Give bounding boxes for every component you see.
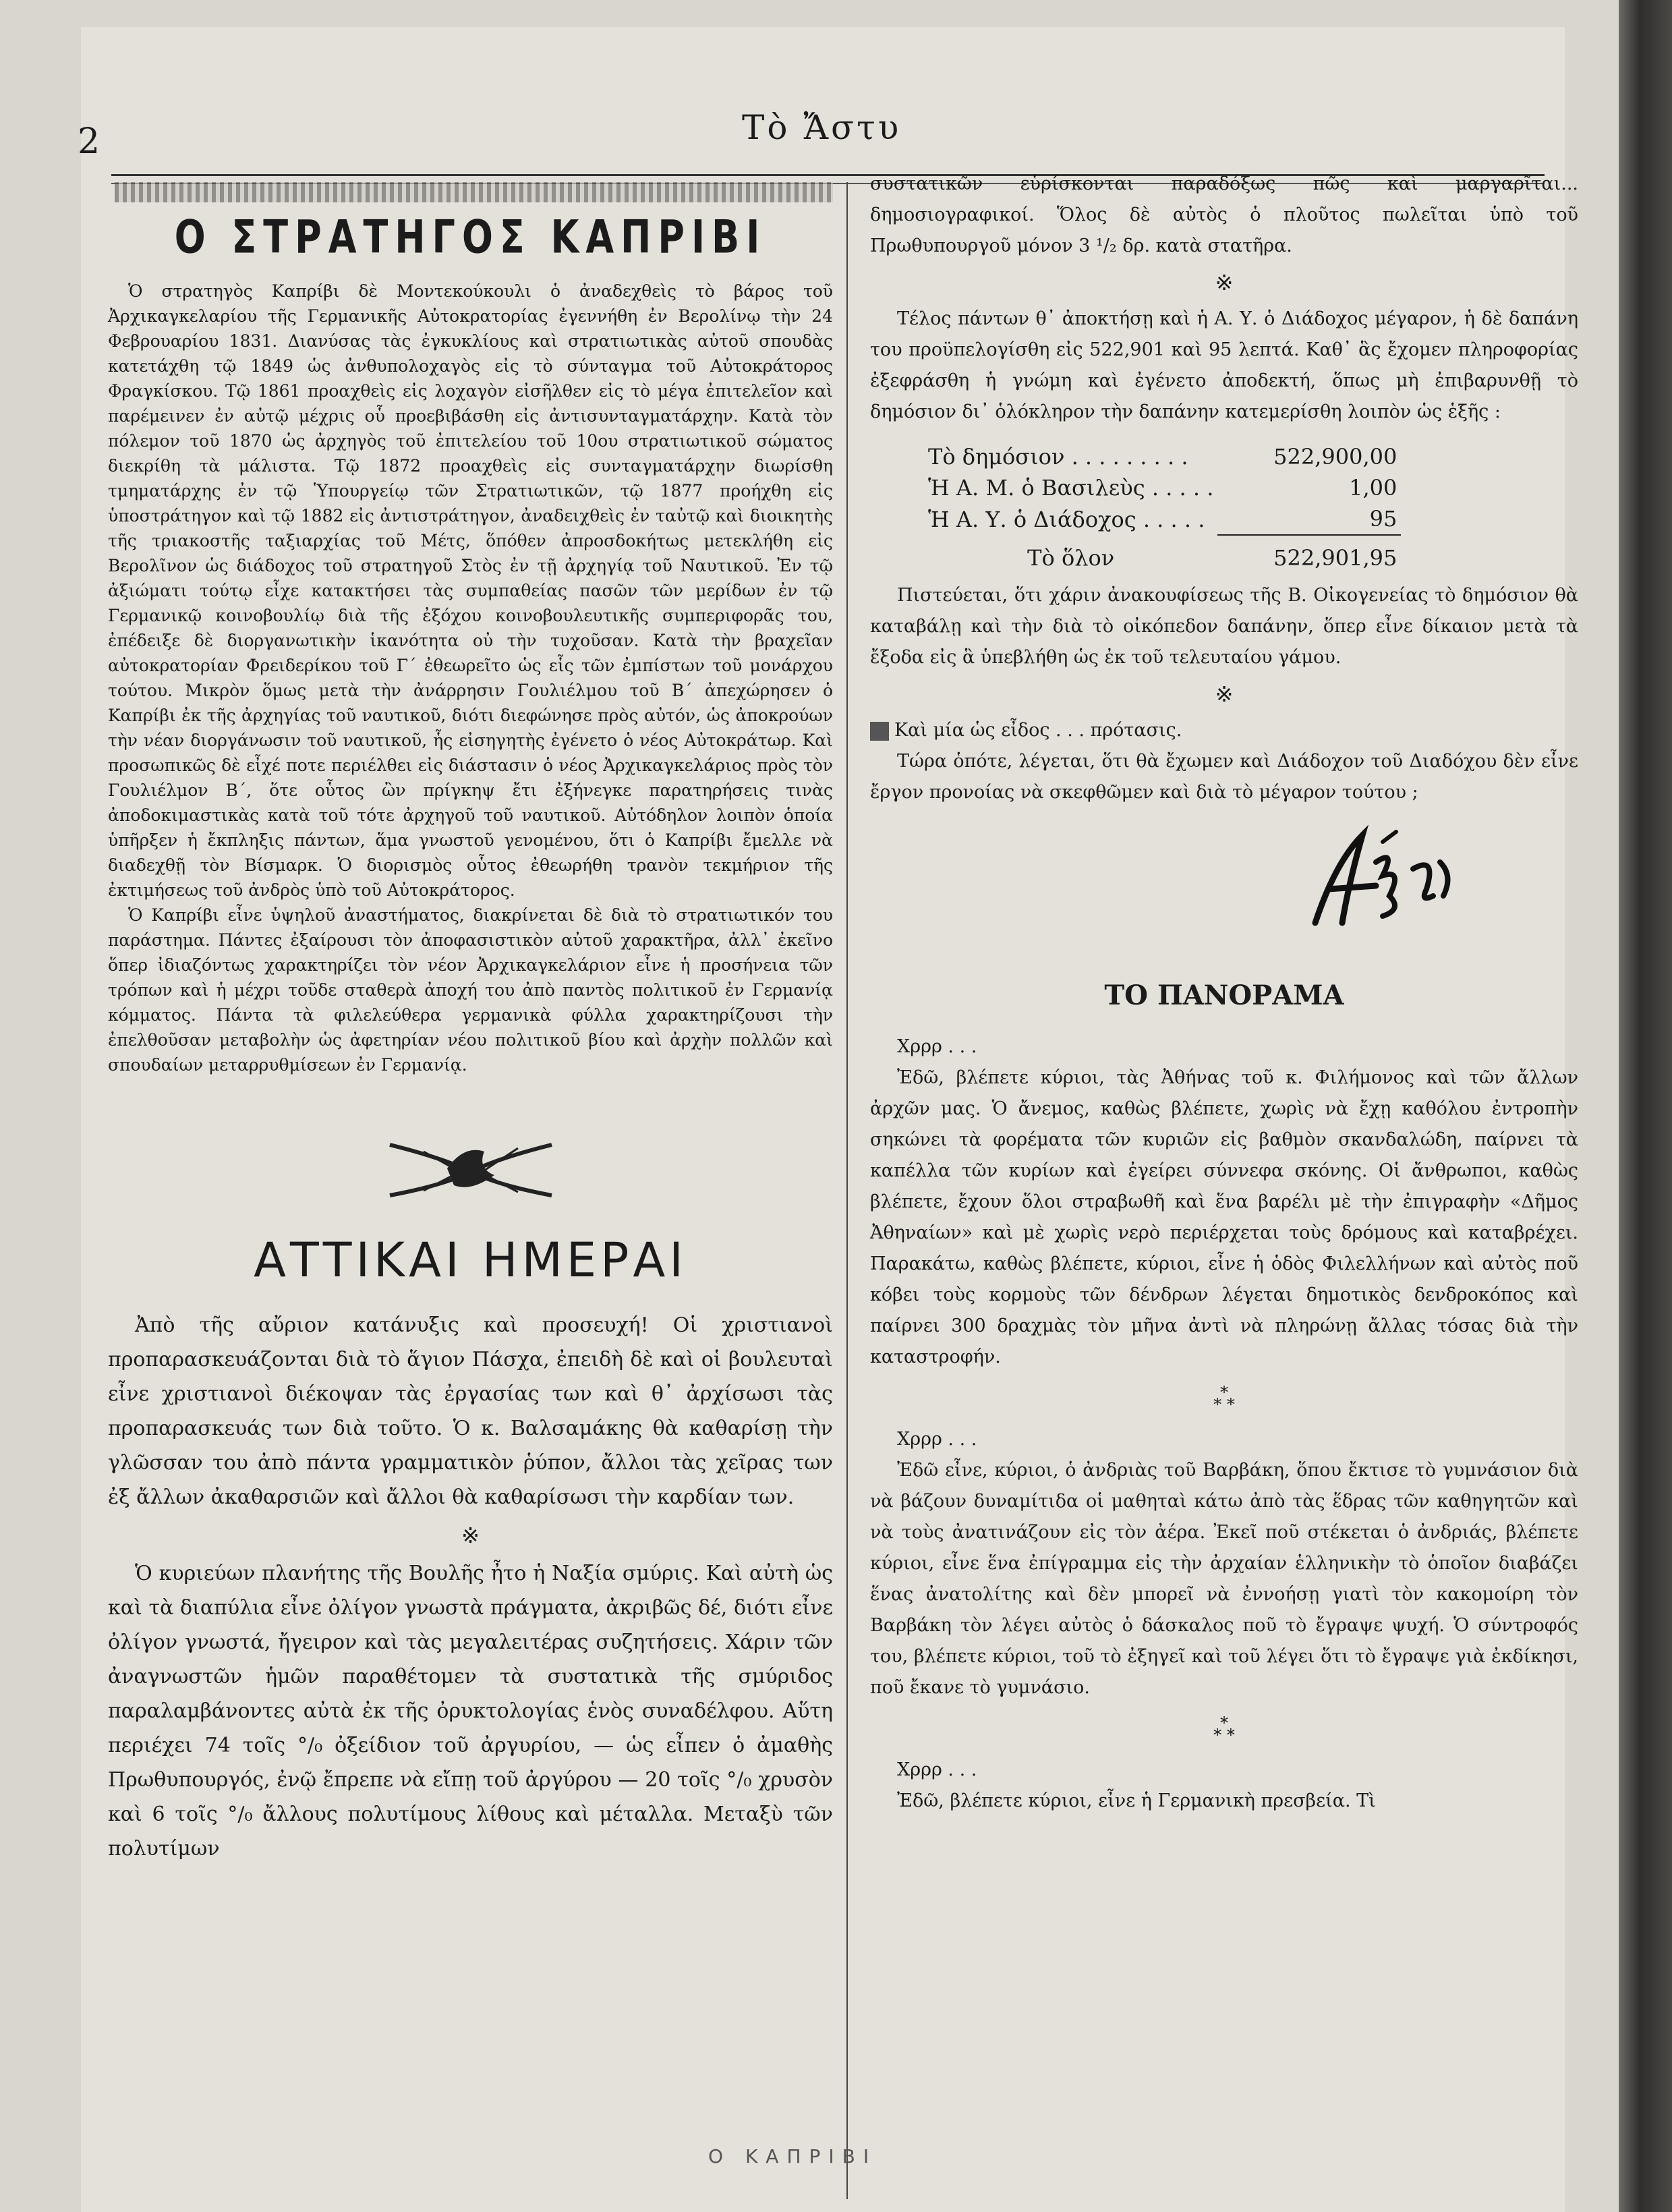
stars-ornament xyxy=(870,1713,1578,1745)
table-row xyxy=(924,472,1401,503)
panorama-cry: Χρρρ . . . xyxy=(897,1429,977,1450)
right-paragraph-2: Τέλος πάντων θ᾽ ἀποκτήσῃ καὶ ἡ Α. Υ. ὁ Διάδοχος μέγαρον, ἡ δὲ δαπάνη του προϋπελογίσθη εἰς 522,901 καὶ 95 λεπτά. Καθ᾽ ἃς ἔχομεν πληροφορίας ἐξεφράσθη ἡ γνώμη καὶ ἐγένετο ἀποδεκτή, ὅπως μὴ ἐπιβαρυνθῇ τὸ δημόσιον δι᾽ ὁλόκληρον τὴν δαπάνην κατεμερίσθη λοιπὸν ὡς ἑξῆς : xyxy=(870,308,1578,422)
quill-ornament-icon xyxy=(108,1131,833,1206)
expense-amount: 522,900,00 xyxy=(1273,444,1397,470)
asterism-icon: ※ xyxy=(1215,681,1234,707)
asterism-icon: ※ xyxy=(1215,270,1234,295)
panorama-paragraph-1: Ἐδῶ, βλέπετε κύριοι, τὰς Ἀθήνας τοῦ κ. Φιλήμονος καὶ τῶν ἄλλων ἀρχῶν μας. Ὁ ἄνεμος, καθὼς βλέπετε, χωρὶς νὰ ἔχῃ καθόλου ἐντροπὴν σηκώνει τὰ φορέματα τῶν κυριῶν εἰς βαθμὸν σκανδαλώδη, παίρνει τὰ καπέλλα τῶν κυρίων καὶ ἐγείρει σύννεφα σκόνης. Οἱ ἄνθρωποι, καθὼς βλέπετε, ἔχουν ὅλοι στραβωθῆ καὶ ἕνα βαρέλι μὲ τὴν ἐπιγραφὴν «Δῆμος Ἀθηναίων» καὶ μὲ χωρὶς νερὸ περιέρχεται τοὺς δρόμους καὶ καταβρέχει. Παρακάτω, καθὼς βλέπετε, κύριοι, εἶνε ἡ ὁδὸς Φιλελλήνων καὶ αὐτὸς ποῦ κόβει τοὺς κορμοὺς τῶν δένδρων λέγεται δημοτικὸς δενδροκόπος καὶ παίρνει 300 δραχμὰς τὸν μῆνα ἀντὶ νὰ πληρώνῃ ἄλλας τόσας διὰ τὴν καταστροφήν. xyxy=(870,1067,1578,1367)
attikai-paragraph-2: Ὁ κυριεύων πλανήτης τῆς Βουλῆς ἦτο ἡ Ναξία σμύρις. Καὶ αὐτὴ ὡς καὶ τὰ διαπύλια εἶνε ὀλίγον γνωστὰ πράγματα, ἀκριβῶς δέ, διότι εἶνε ὀλίγον γνωστά, ἤγειρον καὶ τὰς μεγαλειτέρας συζητήσεις. Χάριν τῶν ἀναγνωστῶν ἡμῶν παραθέτομεν τὰ συστατικὰ τῆς σμύριδος παραλαμβάνοντες αὐτὰ ἐκ τῆς ὀρυκτολογίας ἑνὸς συναδέλφου. Αὕτη περιέχει 74 τοῖς °/₀ ὀξείδιον τοῦ ἀργυρίου, — ὡς εἶπεν ὁ ἀμαθὴς Πρωθυπουργός, ἐνῷ ἔπρεπε νὰ εἴπῃ τοῦ ἀργύρου — 20 τοῖς °/₀ χρυσὸν καὶ 6 τοῖς °/₀ ἄλλους πολυτίμους λίθους καὶ μέταλλα. Μεταξὺ τῶν πολυτίμων xyxy=(108,1562,833,1861)
panorama-title: ΤΟ ΠΑΝΟΡΑΜΑ xyxy=(1104,980,1344,1011)
right-paragraph-5: Τώρα ὁπότε, λέγεται, ὅτι θὰ ἔχωμεν καὶ Διάδοχον τοῦ Διαδόχου δὲν εἶνε ἔργον προνοίας νὰ σκεφθῶμεν καὶ διὰ τὸ μέγαρον τούτου ; xyxy=(870,751,1578,803)
star-icon: * xyxy=(1220,1383,1228,1402)
expense-label: Τὸ δημόσιον . . . . . . . . . xyxy=(928,444,1188,470)
caprivi-paragraph-2: Ὁ Καπρίβι εἶνε ὑψηλοῦ ἀναστήματος, διακρίνεται δὲ διὰ τὸ στρατιωτικόν του παράστημα. Πάντες ἐξαίρουσι τὸν ἀποφασιστικὸν αὐτοῦ χαρακτῆρα, ἀλλ᾽ ἐκεῖνο ὅπερ ἰδιαζόντως χαρακτηρίζει τὸν νέον Ἀρχικαγκελάριον εἶνε ἡ προσήνεια τῶν τρόπων καὶ ἡ μέχρι τοῦδε σταθερὰ ἀποχή του ἀπὸ παντὸς πολιτικοῦ ἐν Γερμανίᾳ κόμματος. Πάντα τὰ φιλελεύθερα γερμανικὰ φύλλα χαρακτηρίζουσι τὴν ἐπελθοῦσαν μεταβολὴν ὡς ἀφετηρίαν νέου πολιτικοῦ βίου καὶ ἀρχὴν πολλῶν καὶ σπουδαίων μεταρρυθμίσεων ἐν Γερμανίᾳ. xyxy=(108,905,833,1075)
total-amount: 522,901,95 xyxy=(1217,535,1401,573)
expense-amount: 1,00 xyxy=(1349,475,1397,501)
expense-label: Ἡ Α. Υ. ὁ Διάδοχος . . . . . xyxy=(928,506,1205,532)
masthead: Τὸ Ἄστυ xyxy=(742,108,902,147)
panorama-cry: Χρρρ . . . xyxy=(897,1759,977,1780)
caprivi-paragraph-1: Ὁ στρατηγὸς Καπρίβι δὲ Μοντεκούκουλι ὁ ἀναδεχθεὶς τὸ βάρος τοῦ Ἀρχικαγκελαρίου τῆς Γερμανικῆς Αὐτοκρατορίας ἐγεννήθη ἐν Βερολίνῳ τὴν 24 Φεβρουαρίου 1831. Διανύσας τὰς ἐγκυκλίους καὶ στρατιωτικὰς αὐτοῦ σπουδὰς κατετάχθη τῷ 1849 ὡς ἀνθυπολοχαγὸς εἰς τὸ σύνταγμα τοῦ Αὐτοκράτορος Φραγκίσκου. Τῷ 1861 προαχθεὶς εἰς λοχαγὸν εἰσῆλθεν εἰς τὸ μέγα ἐπιτελεῖον καὶ παρέμεινεν ἐν αὐτῷ μέχρις οὗ προεβιβάσθη εἰς ἀντισυνταγματάρχην. Κατὰ τὸν πόλεμον τοῦ 1870 ὡς ἀρχηγὸς τοῦ ἐπιτελείου τοῦ 10ου στρατιωτικοῦ σώματος διεκρίθη τὰ μάλιστα. Τῷ 1872 προαχθεὶς εἰς συνταγματάρχην διωρίσθη τμηματάρχης ἐν τῷ Ὑπουργείῳ τῶν Στρατιωτικῶν, τῷ 1877 προήχθη εἰς ὑποστράτηγον καὶ τῷ 1882 εἰς ἀντιστράτηγον, ἀναδειχθεὶς ἐν ταὐτῷ καὶ διοικητὴς τῆς τριακοστῆς ταξιαρχίας τοῦ Μέτς, ὅπόθεν ἀπροσδοκήτως μετεκλήθη εἰς Βερολῖνον ὡς διάδοχος τοῦ στρατηγοῦ Στὸς ἐν τῇ ἀρχηγίᾳ τοῦ Ναυτικοῦ. Ἐν τῷ ἀξιώματι τούτῳ εἶχε κατακτήσει τὰς συμπαθείας πασῶν τῶν μερίδων ἐν τῷ Γερμανικῷ κοινοβουλίῳ διὰ τῆς ἐξόχου κοινοβουλευτικῆς συμπεριφορᾶς του, ἐπέδειξε δὲ διοργανωτικὴν ἱκανότητα οὐ τὴν τυχοῦσαν. Κατὰ τὴν βραχεῖαν αὐτοκρατορίαν Φρειδερίκου τοῦ Γ´ ἐθεωρεῖτο ὡς εἷς τῶν ἐμπίστων τοῦ μονάρχου τούτου. Μικρὸν ὅμως μετὰ τὴν ἀνάρρησιν Γουλιέλμου τοῦ Β´ ἀπεχώρησεν ὁ Καπρίβι ἐκ τῆς ἀρχηγίας τοῦ ναυτικοῦ, διότι διεφώνησε πρὸς αὐτόν, ὡς ἀποκρούων τὴν νέαν διοργάνωσιν τοῦ ναυτικοῦ, ἧς εἰσηγητὴς ἐγένετο ὁ νέος Αὐτοκράτωρ. Καὶ προσωπικῶς δὲ εἶχέ ποτε περιέλθει εἰς διάστασιν ὁ νέος Ἀρχικαγκελάριος πρὸς τὸν Γουλιέλμον Β´, ὅτε οὗτος ὢν πρίγκηψ ἔτι ἐξήνεγκε παρατηρήσεις τινὰς ἀποδοκιμαστικὰς κατὰ τοῦ τότε ἀρχηγοῦ τοῦ ναυτικοῦ. Αὐτόδηλον λοιπὸν ὁποία ὑπῆρξεν ἡ ἔκπληξις πάντων, ἅμα γνωστοῦ γενομένου, ὅτι ὁ Καπρίβι ἔμελλε νὰ διαδεχθῇ τὸν Βίσμαρκ. Ὁ διορισμὸς οὗτος ἐθεωρήθη τρανὸν τεκμήριον τῆς ἐκτιμήσεως τοῦ ἀνδρὸς ὑπὸ τοῦ Αὐτοκράτορος. xyxy=(108,281,833,900)
signature xyxy=(1302,822,1578,939)
column-divider xyxy=(846,182,848,2199)
total-row xyxy=(924,535,1401,573)
total-label: Τὸ ὅλον xyxy=(1027,544,1115,571)
binding-edge xyxy=(1619,0,1672,2212)
stars-ornament xyxy=(870,1383,1578,1414)
attikai-paragraph-1: Ἀπὸ τῆς αὔριον κατάνυξις καὶ προσευχή! Οἱ χριστιανοὶ προπαρασκευάζονται διὰ τὸ ἅγιον Πάσχα, ἐπειδὴ δὲ καὶ οἱ βουλευταὶ εἶνε χριστιανοὶ διέκοψαν τὰς ἐργασίας των καὶ θ᾽ ἀρχίσωσι τὰς προπαρασκευάς των διὰ τοῦτο. Ὁ κ. Βαλσαμάκης θὰ καθαρίσῃ τὴν γλῶσσαν του ἀπὸ πάντα γραμματικὸν ῥύπον, ἄλλοι τὰς χεῖρας των ἐξ ἄλλων ἀκαθαρσιῶν καὶ ἄλλοι θὰ καθαρίσωσι τὴν καρδίαν των. xyxy=(108,1313,833,1509)
decorative-band xyxy=(115,182,833,202)
panorama-cry: Χρρρ . . . xyxy=(897,1036,977,1057)
right-paragraph-1: συστατικῶν εὑρίσκονται παραδόξως πῶς καὶ μαργαρῖται... δημοσιογραφικοί. Ὅλος δὲ αὐτὸς ὁ πλοῦτος πωλεῖται ὑπὸ τοῦ Πρωθυπουργοῦ μόνον 3 ¹/₂ δρ. κατὰ στατῆρα. xyxy=(870,173,1578,256)
star-icon: * * xyxy=(1213,1726,1235,1745)
proposal-text: Καὶ μία ὡς εἶδος . . . πρότασις. xyxy=(894,720,1182,741)
panorama-paragraph-2: Ἐδῶ εἶνε, κύριοι, ὁ ἀνδριὰς τοῦ Βαρβάκη, ὅπου ἔκτισε τὸ γυμνάσιον διὰ νὰ βάζουν δυναμίτιδα οἱ μαθηταὶ κάτω ἀπὸ τὰς ἕδρας τῶν καθηγητῶν καὶ νὰ τοὺς ἀνατινάζουν εἰς τὸν ἀέρα. Ἐκεῖ ποῦ στέκεται ὁ ἀνδριάς, βλέπετε κύριοι, εἶνε ἕνα ἐπίγραμμα εἰς τὴν ἀρχαίαν ἑλληνικὴν τὸ ὁποῖον διαβάζει ἕνας ἀνατολίτης καὶ δὲν μπορεῖ νὰ ἐννοήσῃ γιατὶ τὸν κακομοίρη τὸν Βαρβάκη τὸν λέγει αὐτὸς ὁ δάσκαλος ποῦ τὸ ἔγραψε ψυχή. Ὁ σύντροφός του, βλέπετε κύριοι, τοῦ τὸ ἐξηγεῖ καὶ τοῦ λέγει ὅτι τὸ ἔγραψε γιὰ ἐκδίκησι, ποῦ ἔκανε τὸ γυμνάσιο. xyxy=(870,1460,1578,1698)
star-icon: * xyxy=(1220,1713,1228,1732)
expense-amount: 95 xyxy=(1369,506,1397,532)
star-icon: * * xyxy=(1213,1395,1235,1414)
right-column xyxy=(870,169,1578,1817)
caprivi-title: Ο ΣΤΡΑΤΗΓΟΣ ΚΑΠΡΙΒΙ xyxy=(174,210,767,264)
expense-label: Ἡ Α. Μ. ὁ Βασιλεὺς . . . . . xyxy=(928,475,1214,501)
pointing-hand-icon xyxy=(870,722,889,741)
bleed-through-text: Ο ΚΑΠΡΙΒΙ xyxy=(708,2145,877,2167)
expense-table xyxy=(924,441,1401,573)
asterism-icon: ※ xyxy=(461,1523,480,1548)
page-number: 2 xyxy=(78,121,100,162)
table-row xyxy=(924,503,1401,535)
table-row xyxy=(924,441,1401,472)
proposal-line xyxy=(870,715,1578,746)
panorama-paragraph-3: Ἐδῶ, βλέπετε κύριοι, εἶνε ἡ Γερμανικὴ πρεσβεία. Τὶ xyxy=(897,1790,1376,1811)
left-column xyxy=(108,182,833,1866)
attikai-title: ΑΤΤΙΚΑΙ ΗΜΕΡΑΙ xyxy=(254,1232,687,1288)
right-paragraph-3: Πιστεύεται, ὅτι χάριν ἀνακουφίσεως τῆς Β. Οἰκογενείας τὸ δημόσιον θὰ καταβάλῃ καὶ τὴν διὰ τὸ οἰκόπεδον δαπάνην, ὅπερ εἶνε δίκαιον μετὰ τὰ ἔξοδα εἰς ἃ ὑπεβλήθη ὡς ἐκ τοῦ τελευταίου γάμου. xyxy=(870,585,1578,668)
